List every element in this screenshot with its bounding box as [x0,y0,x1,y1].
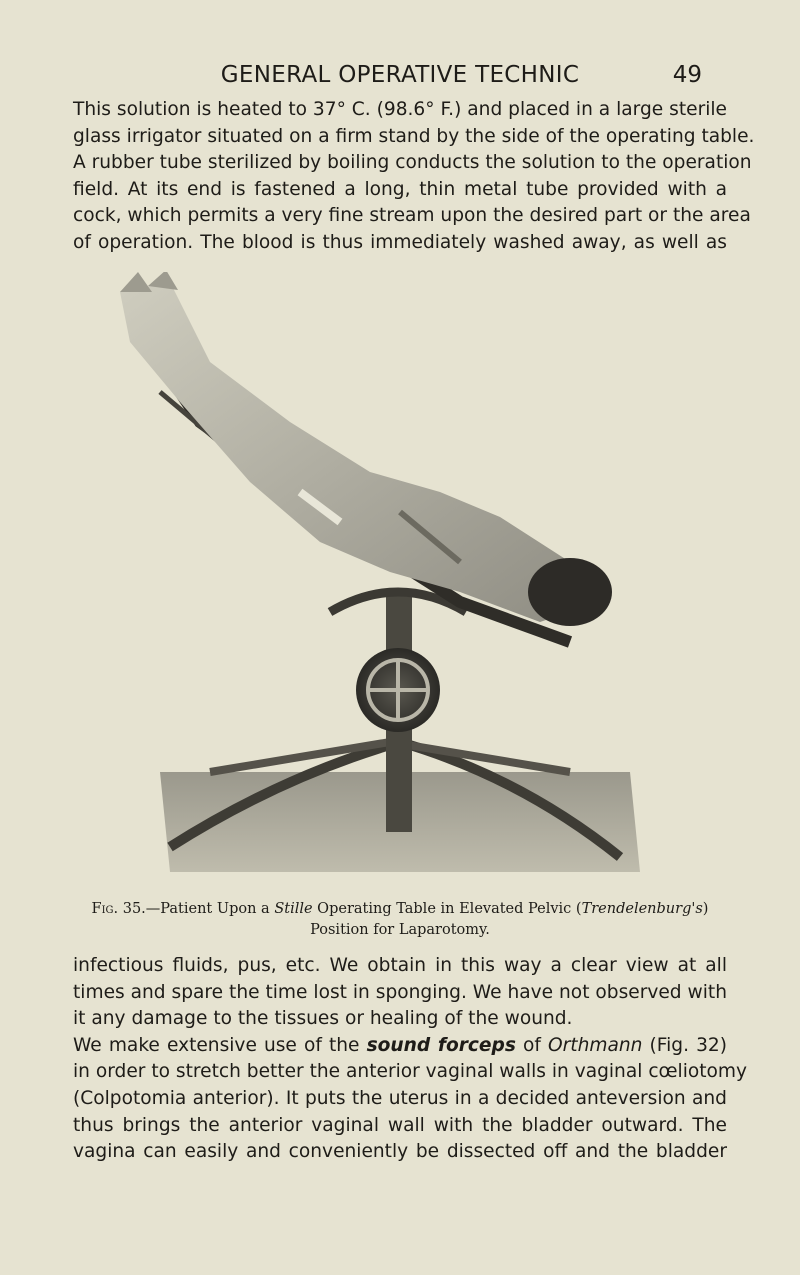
text-line: glass irrigator situated on a firm stand by the side of the operating table. [73,125,755,147]
bold-term: sound forceps [366,1034,516,1056]
italic-name: Orthmann [548,1034,643,1056]
caption-italic: Trendelenburg's [581,901,703,917]
caption-line-2: Position for Laparotomy. [310,922,490,938]
running-header [0,62,800,96]
text-line: it any damage to the tissues or healing of the wound. [73,1008,573,1030]
text-line: cock, which permits a very fine stream upon the desired part or the area [73,205,751,227]
figure-caption [60,899,740,941]
text-line: (Colpotomia anterior). It puts the uterus in a decided anteversion and [73,1087,727,1109]
page-number: 49 [672,62,702,88]
caption-label: Fig. 35. [91,901,146,917]
paragraph-bottom [73,953,748,1166]
text-line: field. At its end is fastened a long, thin metal tube provided with a [73,178,727,200]
caption-line-1 [60,899,740,920]
text-line [73,1033,727,1060]
text-line: This solution is heated to 37° C. (98.6° F.) and placed in a large sterile [73,99,727,120]
paragraph-top [73,97,755,257]
caption-text: —Patient Upon a [145,901,275,917]
text-line: in order to stretch better the anterior vaginal walls in vaginal cœliotomy [73,1061,748,1083]
caption-text: Operating Table in Elevated Pelvic ( [312,901,582,917]
patient [120,282,600,622]
text-run: of [515,1034,548,1056]
patient-head [528,558,612,626]
caption-text: ) [702,901,709,917]
running-title: GENERAL OPERATIVE TECHNIC [220,62,580,88]
text-line: of operation. The blood is thus immediately washed away, as well as [73,231,727,253]
text-line: A rubber tube sterilized by boiling conducts the solution to the operation [73,152,752,174]
text-line: thus brings the anterior vaginal wall with the bladder outward. The [73,1114,727,1136]
caption-italic: Stille [274,901,313,917]
text-line: times and spare the time lost in sponging. We have not observed with [73,981,727,1003]
text-line: infectious fluids, pus, etc. We obtain in this way a clear view at all [73,955,727,976]
figure-illustration [100,272,652,884]
text-run: (Fig. 32) [642,1034,727,1056]
text-line: vagina can easily and conveniently be dissected off and the bladder [73,1141,727,1163]
text-run: We make extensive use of the [73,1034,367,1056]
